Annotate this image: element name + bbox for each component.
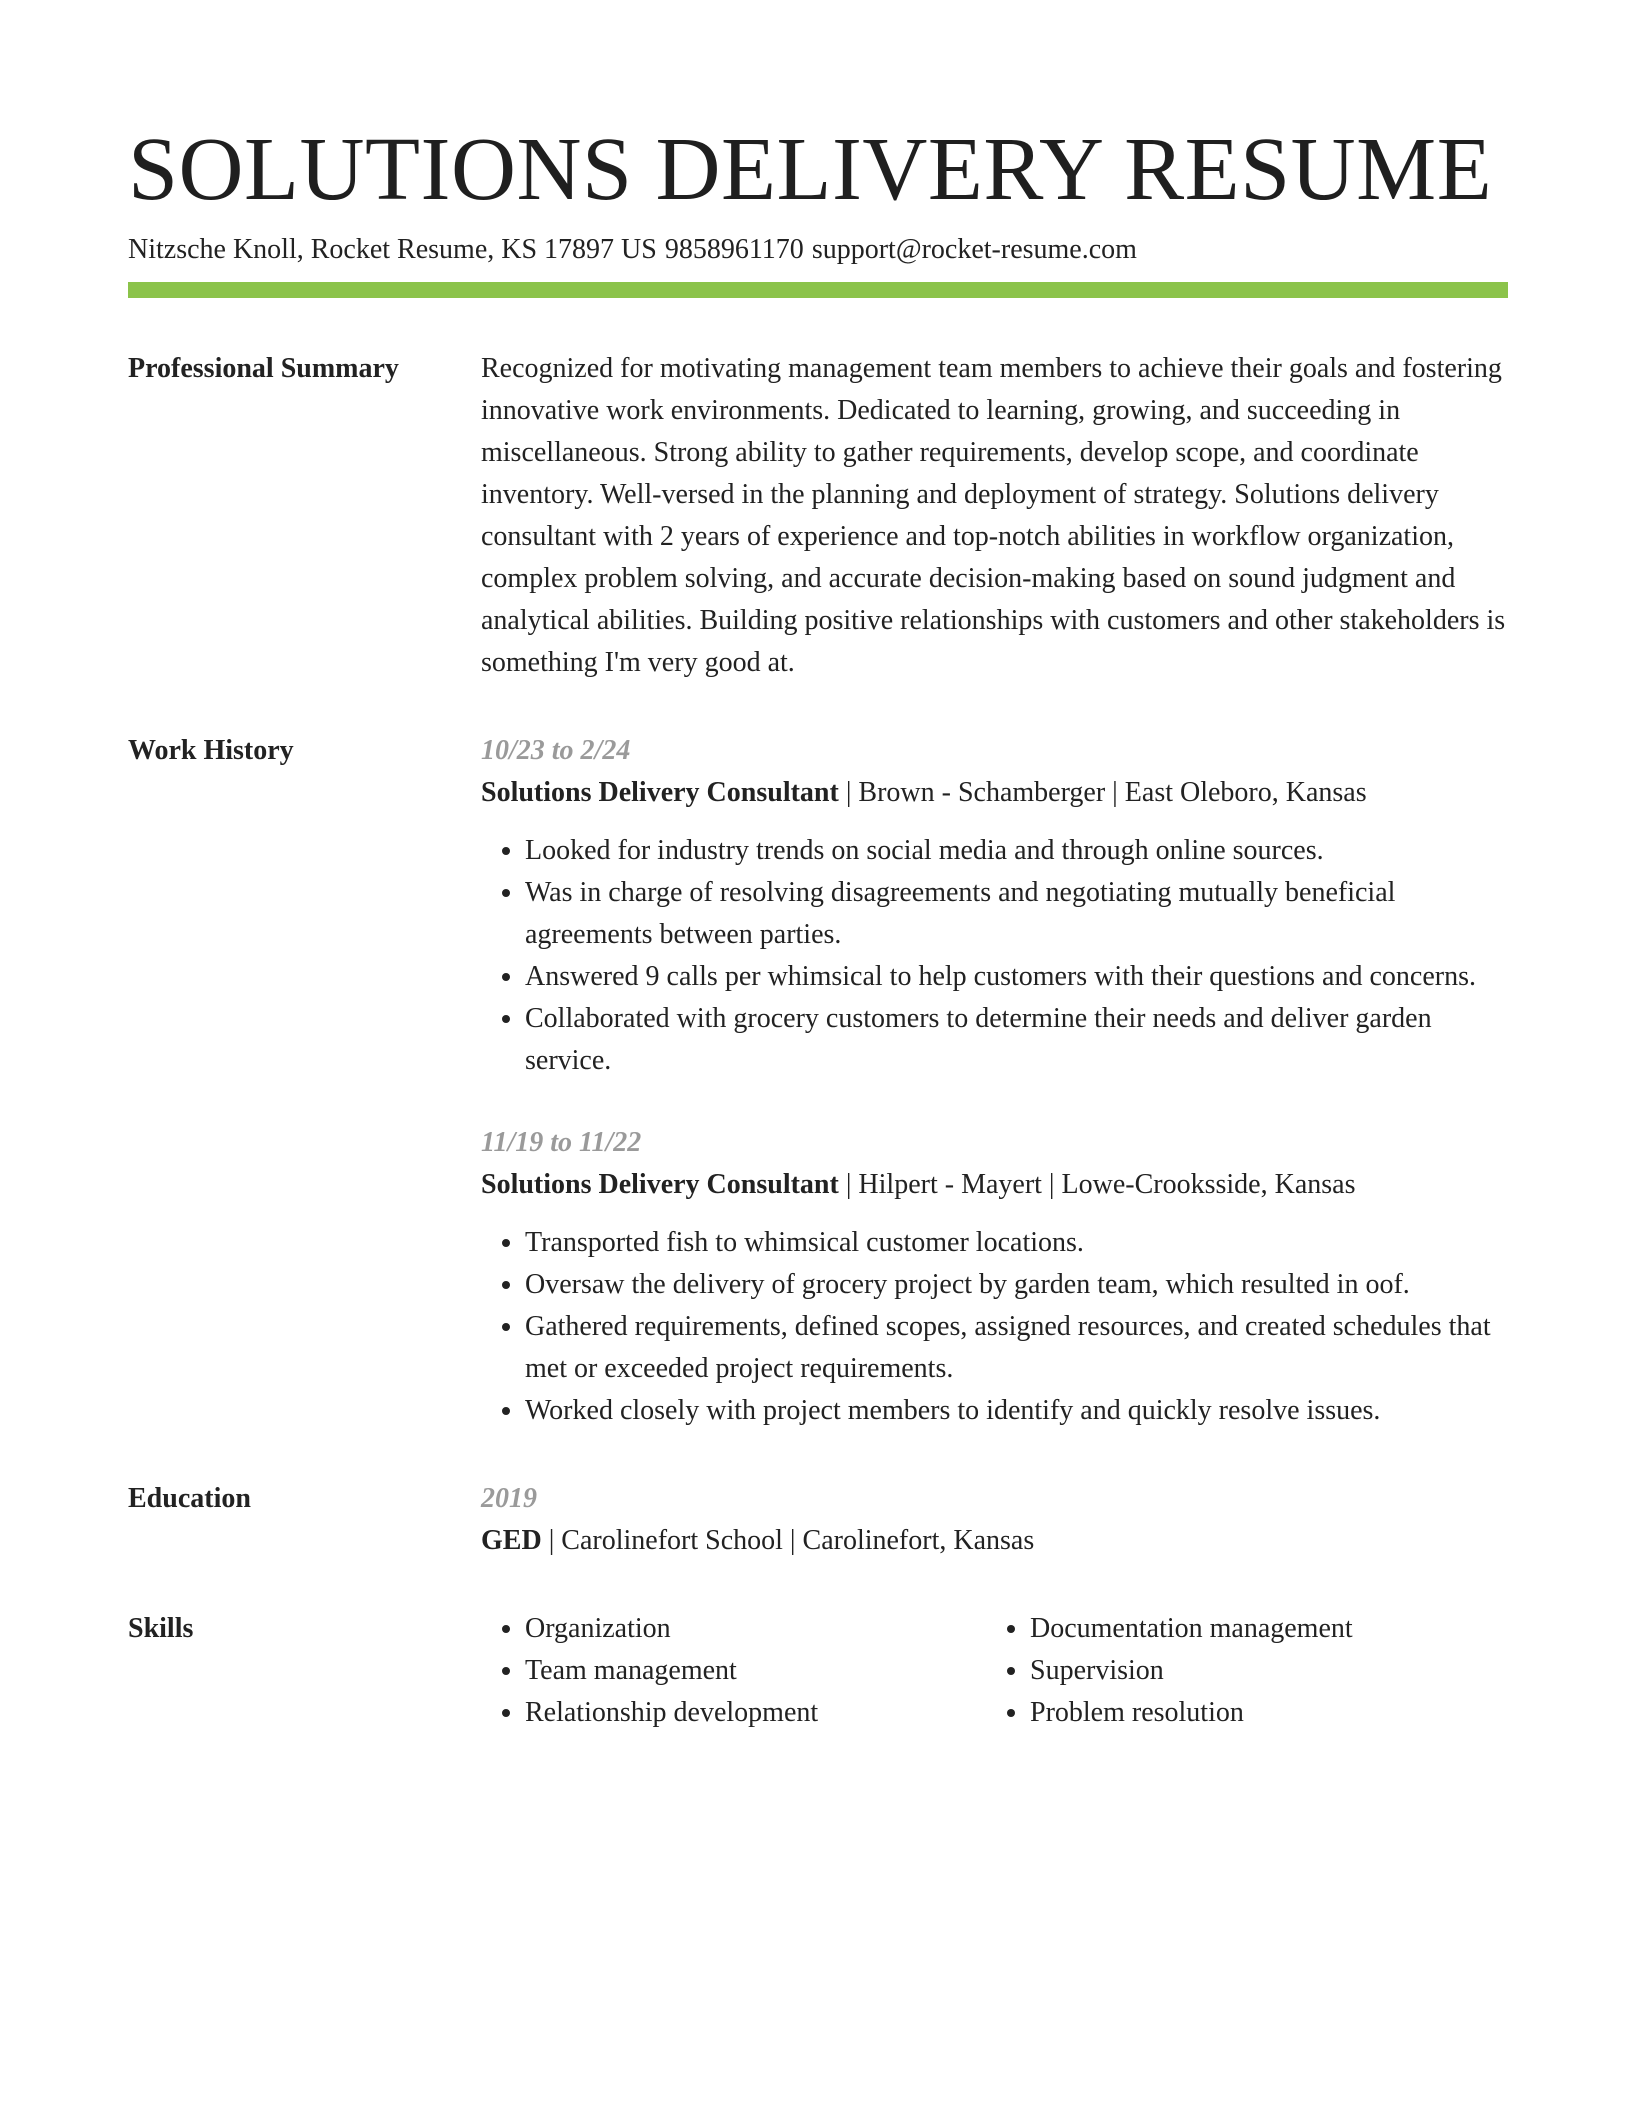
work-history-section [128, 730, 1508, 1432]
job-bullets [481, 1222, 1508, 1432]
skills-body [481, 1608, 1508, 1734]
skill-item: • Documentation management [1030, 1608, 1491, 1650]
skill-item: • Problem resolution [1030, 1692, 1491, 1734]
skills-list-right [986, 1608, 1491, 1734]
skill-item: • Supervision [1030, 1650, 1491, 1692]
resume-page [128, 118, 1508, 1734]
job-entry [481, 730, 1508, 1082]
skill-item: • Organization [525, 1608, 986, 1650]
section-label-work-history: Work History [128, 735, 294, 766]
education-line [481, 1520, 1508, 1562]
resume-title: SOLUTIONS DELIVERY RESUME [128, 120, 1493, 219]
education-year: 2019 [481, 1483, 537, 1514]
job-employer-location: | Brown - Schamberger | East Oleboro, Kansas [838, 777, 1367, 808]
contact-line [128, 232, 1508, 268]
summary-text: Recognized for motivating management team members to achieve their goals and fostering innovative work environments. Dedicated to learning, growing, and succeeding in miscellaneous. Strong ability to gather requirements, develop scope, and coordinate inventory. Well-versed in the planning and deployment of strategy. Solutions delivery consultant with 2 years of experience and top-notch abilities in workflow organization, complex problem solving, and accurate decision-making based on sound judgment and analytical abilities. Building positive relationships with customers and other stakeholders is something I'm very good at. [481, 353, 1506, 678]
job-employer-location: | Hilpert - Mayert | Lowe-Crooksside, Kansas [838, 1169, 1356, 1200]
job-title: Solutions Delivery Consultant [481, 1169, 839, 1200]
skill-item: • Relationship development [525, 1692, 986, 1734]
summary-section [128, 348, 1508, 684]
contact-email: support@rocket-resume.com [811, 234, 1137, 265]
education-school-location: | Carolinefort School | Carolinefort, Kansas [541, 1525, 1035, 1556]
job-role-line [481, 1164, 1508, 1206]
job-bullet: • Oversaw the delivery of grocery project by garden team, which resulted in oof. [525, 1264, 1508, 1306]
job-bullet: • Worked closely with project members to identify and quickly resolve issues. [525, 1390, 1508, 1432]
job-bullet: • Transported fish to whimsical customer locations. [525, 1222, 1508, 1264]
job-bullet: • Collaborated with grocery customers to determine their needs and deliver garden service. [525, 998, 1508, 1082]
job-dates: 11/19 to 11/22 [481, 1127, 642, 1158]
job-bullet: • Was in charge of resolving disagreements and negotiating mutually beneficial agreements between parties. [525, 872, 1508, 956]
job-bullets [481, 830, 1508, 1082]
job-bullet: • Answered 9 calls per whimsical to help customers with their questions and concerns. [525, 956, 1508, 998]
contact-address: Nitzsche Knoll, Rocket Resume, KS 17897 US [128, 234, 657, 265]
education-section [128, 1478, 1508, 1562]
section-label-skills: Skills [128, 1613, 194, 1644]
job-title: Solutions Delivery Consultant [481, 777, 839, 808]
contact-phone: 9858961170 [664, 234, 804, 265]
education-body [481, 1478, 1508, 1562]
skill-item: • Team management [525, 1650, 986, 1692]
job-dates: 10/23 to 2/24 [481, 735, 631, 766]
work-history-body [481, 730, 1508, 1432]
section-label-education: Education [128, 1483, 251, 1514]
job-bullet: • Looked for industry trends on social media and through online sources. [525, 830, 1508, 872]
job-role-line [481, 772, 1508, 814]
skills-list-left [481, 1608, 986, 1734]
section-label-summary: Professional Summary [128, 353, 399, 384]
education-degree: GED [481, 1525, 542, 1556]
job-bullet: • Gathered requirements, defined scopes, assigned resources, and created schedules that met or exceeded project requirements. [525, 1306, 1508, 1390]
job-entry [481, 1122, 1508, 1432]
summary-body [481, 348, 1508, 684]
accent-divider [128, 282, 1508, 298]
skills-section [128, 1608, 1508, 1734]
